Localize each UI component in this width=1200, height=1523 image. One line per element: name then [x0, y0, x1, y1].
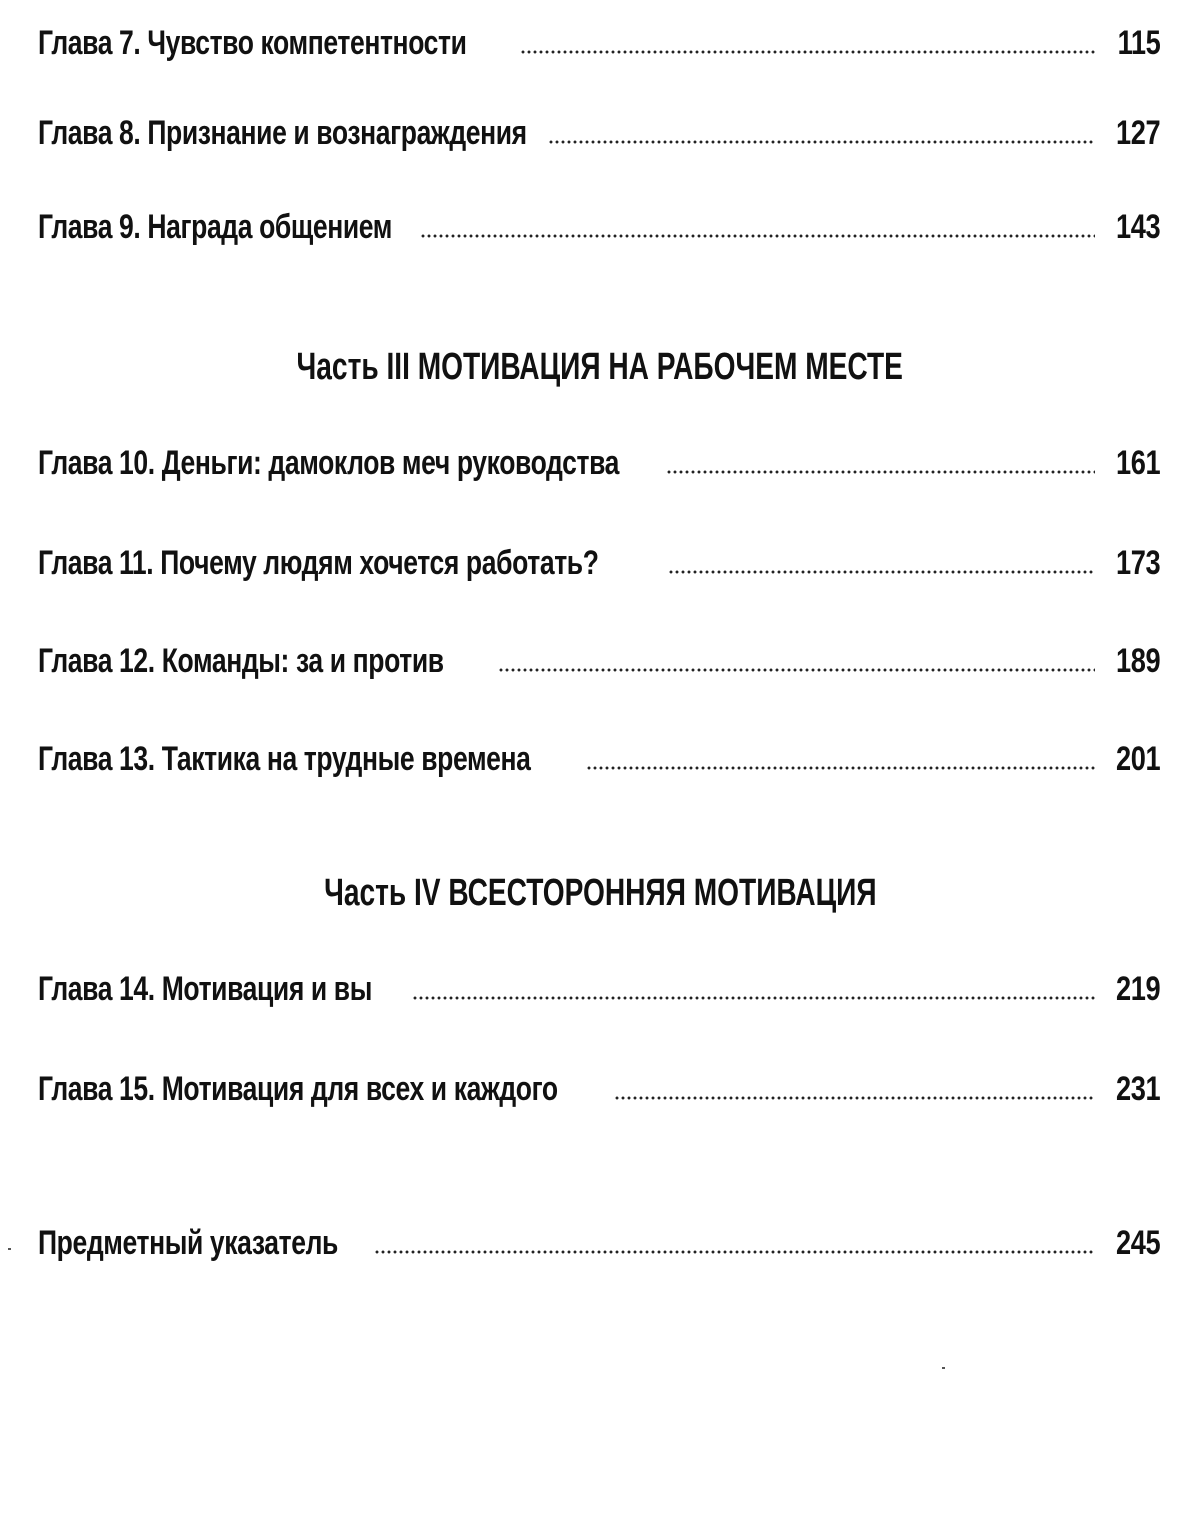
dot-leader [412, 996, 1095, 1000]
toc-entry-page: 201 [1115, 740, 1160, 778]
toc-entry-chapter-8[interactable] [38, 90, 1160, 150]
scan-speck [942, 1367, 945, 1369]
dot-leader [548, 140, 1095, 144]
toc-entry-page: 219 [1115, 970, 1160, 1008]
toc-entry-title: Глава 10. Деньги: дамоклов меч руководства [38, 444, 620, 482]
toc-entry-index[interactable] [38, 1200, 1160, 1260]
toc-entry-title: Глава 15. Мотивация для всех и каждого [38, 1070, 558, 1108]
toc-entry-page: 189 [1115, 642, 1160, 680]
part-heading-text: Часть IV ВСЕСТОРОННЯЯ МОТИВАЦИЯ [323, 872, 877, 914]
dot-leader [374, 1250, 1095, 1254]
toc-entry-page: 161 [1115, 444, 1160, 482]
toc-entry-page: 143 [1115, 208, 1160, 246]
toc-entry-chapter-7[interactable] [38, 0, 1160, 60]
toc-entry-chapter-10[interactable] [38, 420, 1160, 480]
dot-leader [586, 766, 1095, 770]
toc-entry-chapter-11[interactable] [38, 520, 1160, 580]
toc-entry-chapter-14[interactable] [38, 946, 1160, 1006]
dot-leader [666, 470, 1095, 474]
toc-entry-page: 245 [1115, 1224, 1160, 1262]
toc-entry-title: Глава 7. Чувство компетентности [38, 24, 467, 62]
toc-entry-title: Глава 12. Команды: за и против [38, 642, 444, 680]
toc-entry-chapter-15[interactable] [38, 1046, 1160, 1106]
toc-entry-page: 231 [1115, 1070, 1160, 1108]
dot-leader [498, 668, 1095, 672]
part-heading-text: Часть III МОТИВАЦИЯ НА РАБОЧЕМ МЕСТЕ [296, 346, 904, 388]
part-heading-3 [0, 348, 1200, 386]
toc-entry-page: 173 [1115, 544, 1160, 582]
dot-leader [614, 1096, 1095, 1100]
toc-entry-title: Глава 9. Награда общением [38, 208, 393, 246]
toc-entry-page: 115 [1117, 24, 1160, 62]
scan-speck [8, 1248, 11, 1250]
toc-entry-page: 127 [1115, 114, 1160, 152]
toc-entry-title: Глава 11. Почему людям хочется работать? [38, 544, 599, 582]
toc-entry-title: Глава 14. Мотивация и вы [38, 970, 372, 1008]
toc-entry-chapter-13[interactable] [38, 716, 1160, 776]
toc-entry-title: Глава 8. Признание и вознаграждения [38, 114, 527, 152]
dot-leader [420, 234, 1095, 238]
part-heading-4 [0, 874, 1200, 912]
toc-entry-title: Предметный указатель [38, 1224, 338, 1262]
toc-entry-chapter-9[interactable] [38, 184, 1160, 244]
dot-leader [668, 570, 1095, 574]
toc-entry-chapter-12[interactable] [38, 618, 1160, 678]
dot-leader [520, 50, 1097, 54]
toc-entry-title: Глава 13. Тактика на трудные времена [38, 740, 531, 778]
